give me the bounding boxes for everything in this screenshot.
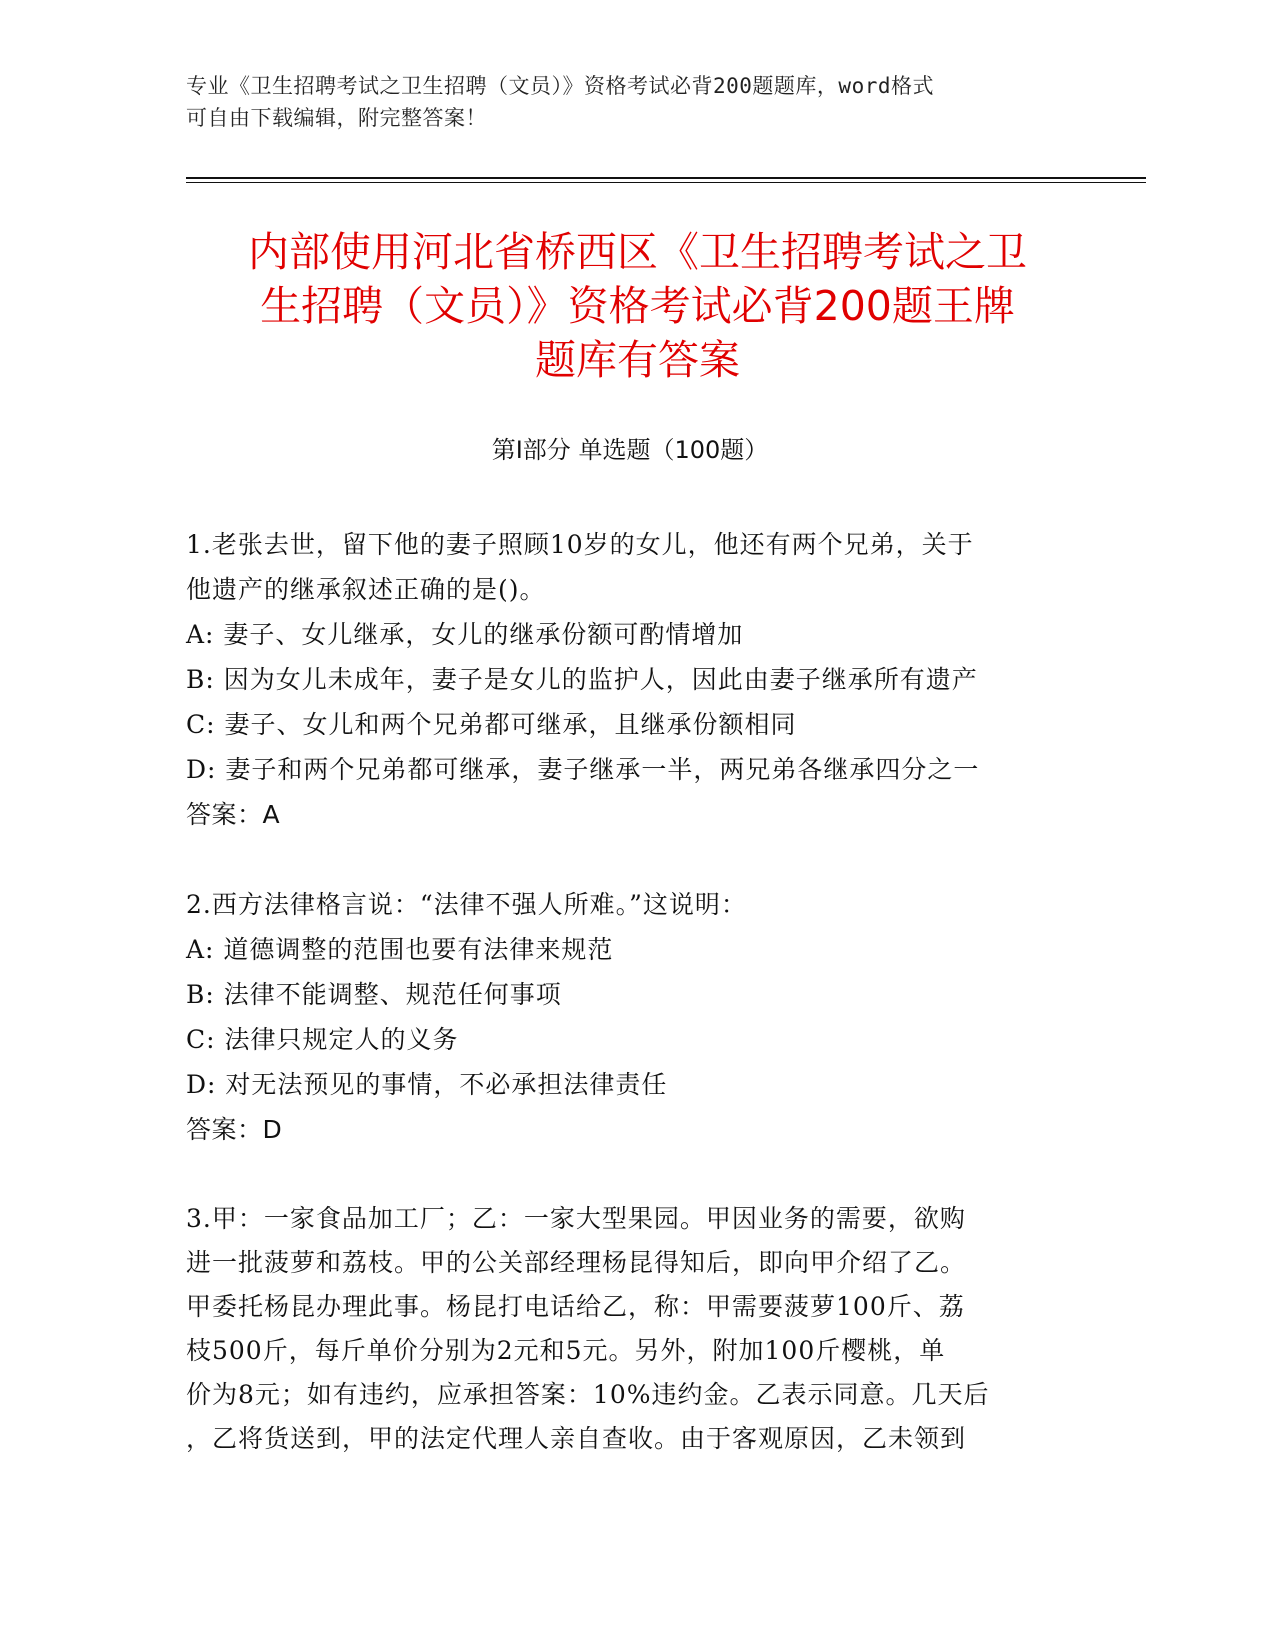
question-3 [186,1197,1074,1461]
question-2 [186,882,1074,1152]
question-1-option-b: B: 因为女儿未成年，妻子是女儿的监护人，因此由妻子继承所有遗产 [186,665,978,694]
header-note-line-2: 可自由下载编辑，附完整答案！ [186,106,487,130]
question-2-text-line-1: 2.西方法律格言说：“法律不强人所难。”这说明： [186,890,747,919]
header-note-line-1: 专业《卫生招聘考试之卫生招聘（文员）》资格考试必背200题题库，word格式 [186,74,934,98]
question-3-text-line-1: 3.甲：一家食品加工厂；乙：一家大型果园。甲因业务的需要，欲购 [186,1204,966,1233]
document-title [160,225,1115,387]
header-divider-thick [186,177,1146,179]
question-3-text-line-3: 甲委托杨昆办理此事。杨昆打电话给乙，称：甲需要菠萝100斤、荔 [186,1292,965,1321]
document-title-line-3: 题库有答案 [535,336,740,384]
question-3-text-line-6: ，乙将货送到，甲的法定代理人亲自查收。由于客观原因，乙未领到 [186,1424,967,1453]
question-2-option-b: B: 法律不能调整、规范任何事项 [186,980,562,1009]
header-divider-thin [186,182,1146,183]
question-1-option-a: A: 妻子、女儿继承，女儿的继承份额可酌情增加 [186,620,744,649]
question-2-option-a: A: 道德调整的范围也要有法律来规范 [186,935,614,964]
question-1-answer: 答案：A [186,800,281,829]
question-list [186,522,1074,1506]
header-note [186,70,1066,134]
section-title: 第Ⅰ部分 单选题（100题） [491,436,769,464]
question-2-answer: 答案：D [186,1115,283,1144]
question-3-text-line-2: 进一批菠萝和荔枝。甲的公关部经理杨昆得知后，即向甲介绍了乙。 [186,1248,967,1277]
question-1-text-line-1: 1.老张去世，留下他的妻子照顾10岁的女儿，他还有两个兄弟，关于 [186,530,974,559]
question-1-option-c: C: 妻子、女儿和两个兄弟都可继承，且继承份额相同 [186,710,797,739]
question-1 [186,522,1074,837]
document-title-line-2: 生招聘（文员）》资格考试必背200题王牌 [260,282,1015,330]
question-3-text-line-4: 枝500斤，每斤单价分别为2元和5元。另外，附加100斤樱桃，单 [186,1336,946,1365]
document-title-line-1: 内部使用河北省桥西区《卫生招聘考试之卫 [248,228,1027,276]
question-1-option-d: D: 妻子和两个兄弟都可继承，妻子继承一半，两兄弟各继承四分之一 [186,755,980,784]
question-2-option-c: C: 法律只规定人的义务 [186,1025,459,1054]
question-1-text-line-2: 他遗产的继承叙述正确的是()。 [186,575,546,604]
question-3-text-line-5: 价为8元；如有违约，应承担答案：10%违约金。乙表示同意。几天后 [186,1380,990,1409]
question-2-option-d: D: 对无法预见的事情，不必承担法律责任 [186,1070,668,1099]
